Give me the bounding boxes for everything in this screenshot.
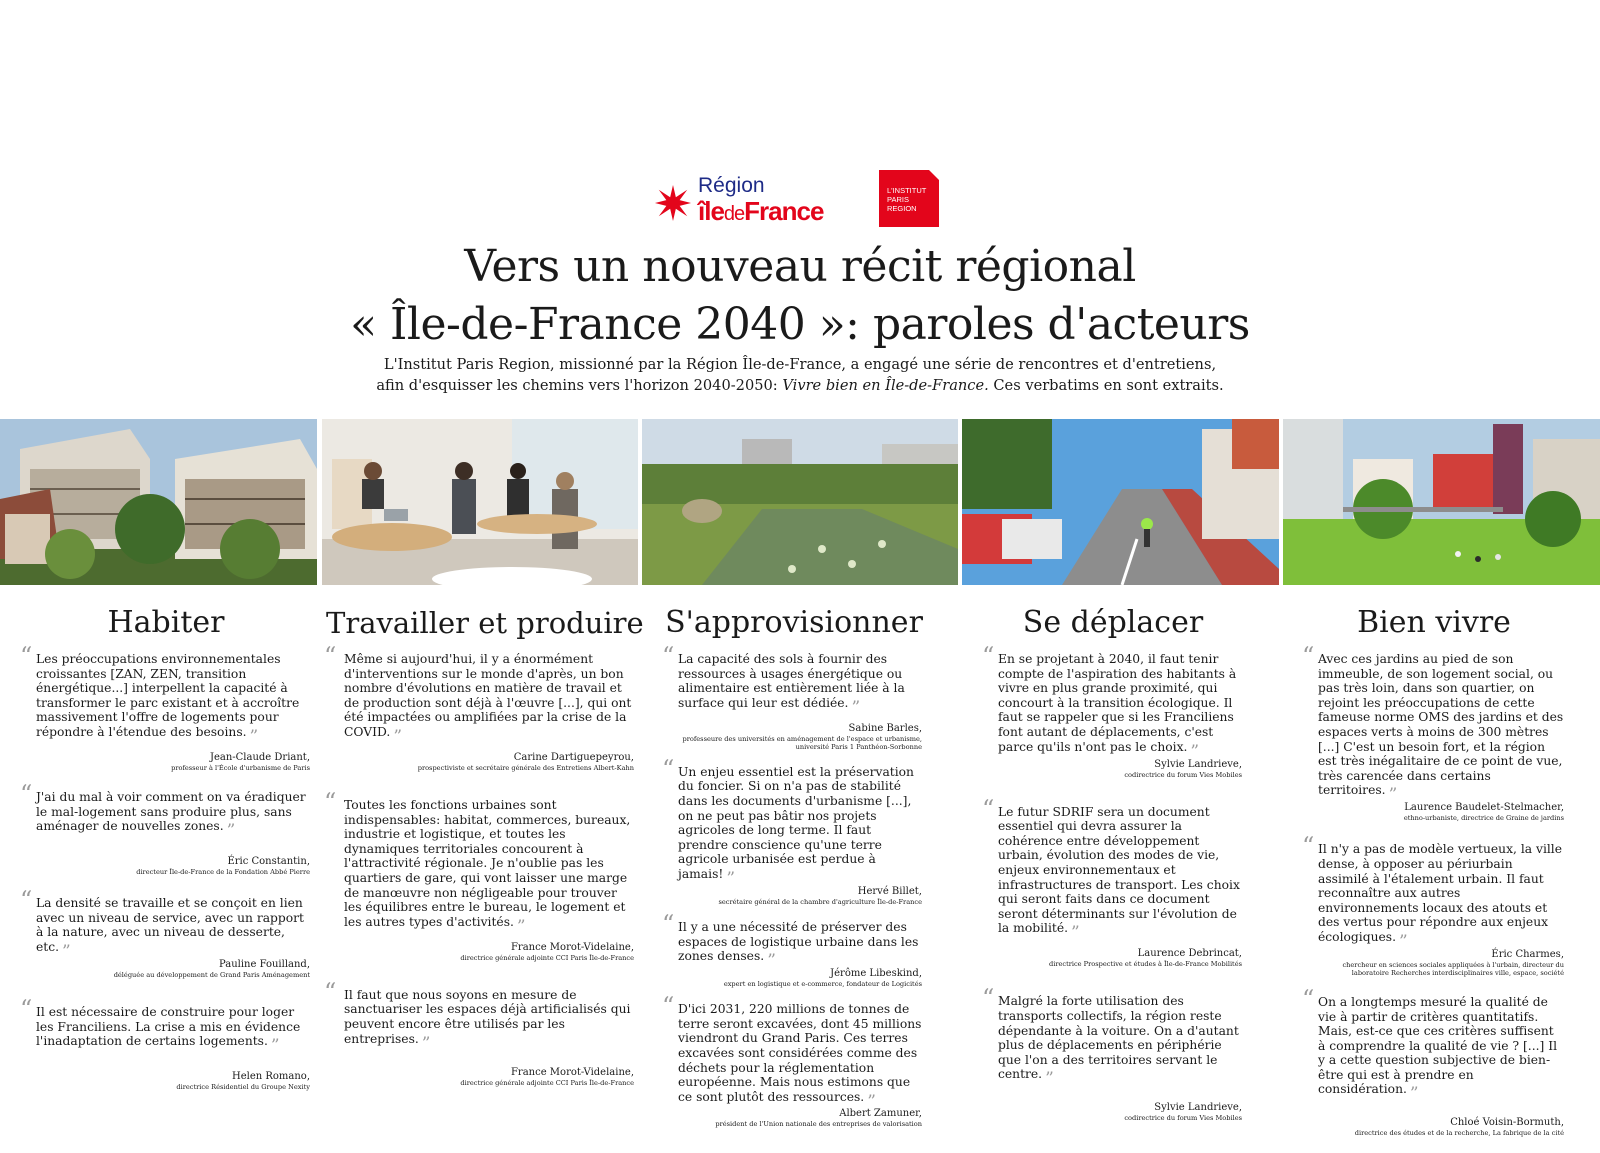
- open-quote-icon: “: [1302, 642, 1315, 670]
- region-logo-de: de: [723, 203, 745, 225]
- quote: [20, 886, 310, 979]
- open-quote-icon: “: [20, 994, 33, 1023]
- quote: [982, 642, 1242, 779]
- quote: [1302, 984, 1564, 1138]
- quote-author: France Morot-Videlaine,: [510, 1066, 634, 1078]
- quote-author: Jean-Claude Driant,: [209, 751, 310, 763]
- quote-author: France Morot-Videlaine,: [510, 941, 634, 953]
- quote-text: Avec ces jardins au pied de son immeuble, de son logement social, ou pas très loin, dans son quartier, on rejoint les préoccupations de cette fameuse norme OMS des jardins et des espaces verts à moins de 300 mètres [...] C'est un besoin fort, et la région est très inégalitaire de ce point de vue, très carencée dans certains territoires.: [1318, 652, 1564, 798]
- quote-author-role: directrice Résidentiel du Groupe Nexity: [176, 1083, 310, 1092]
- column-title: Habiter: [107, 605, 225, 640]
- quote: [324, 642, 634, 772]
- quote-text-wrap: [678, 652, 922, 718]
- photo-housing: [0, 419, 317, 585]
- quote-text-wrap: [998, 994, 1242, 1090]
- quote-author-role: déléguée au développement de Grand Paris Aménagement: [113, 970, 310, 979]
- quote-author-role: ethno-urbaniste, directrice de Graine de jardins: [1403, 814, 1564, 823]
- title-line-2: « Île-de-France 2040 »: paroles d'acteurs: [350, 299, 1250, 350]
- quote-text-wrap: [678, 919, 922, 972]
- quote-text-wrap: [344, 987, 634, 1054]
- open-quote-icon: “: [324, 787, 337, 816]
- open-quote-icon: “: [20, 886, 33, 915]
- close-quote-icon: ”: [393, 726, 403, 747]
- quote-author-role: directrice des études et de la recherche, La fabrique de la cité: [1354, 1129, 1564, 1138]
- quote: [324, 977, 634, 1087]
- housing-illustration: [0, 419, 317, 585]
- quote-text: J'ai du mal à voir comment on va éradiquer le mal-logement sans produire plus, sans aménager de nouvelles zones.: [36, 789, 306, 834]
- quote: [982, 794, 1242, 969]
- quote-text-wrap: [678, 1002, 922, 1112]
- close-quote-icon: ”: [867, 1091, 876, 1112]
- quote-text: La densité se travaille et se conçoit en lien avec un niveau de service, avec un rapport à la nature, avec un niveau de desserte, etc.: [36, 896, 304, 954]
- quote-text: Il n'y a pas de modèle vertueux, la ville dense, à opposer au périurbain assimilé à l'étalement urbain. Il faut reconnaître aux autres environnements locaux des atouts et des vertus pour répondre aux enjeux écologiques.: [1318, 842, 1563, 944]
- quote-author-role: président de l'Union nationale des entreprises de valorisation: [715, 1119, 922, 1128]
- quote-author-role: directrice Prospective et études à Île-de-France Mobilités: [1049, 960, 1242, 969]
- region-logo-text-bottom: [698, 196, 823, 227]
- close-quote-icon: ”: [1388, 785, 1398, 806]
- quote-author: Sylvie Landrieve,: [1154, 758, 1242, 770]
- quote-text: Un enjeu essentiel est la préservation du foncier. Si on n'a pas de stabilité dans les documents d'urbanisme [...], on ne peut pas bâtir nos projets agricoles de long terme. Il faut prendre conscience qu'une terre agricole urbanisée est perdue à jamais!: [678, 764, 914, 881]
- close-quote-icon: ”: [1190, 741, 1200, 762]
- open-quote-icon: “: [20, 642, 33, 670]
- quote-author: Carine Dartiguepeyrou,: [513, 751, 634, 763]
- close-quote-icon: ”: [1399, 931, 1408, 952]
- quote-author-role: directeur Île-de-France de la Fondation Abbé Pierre: [136, 868, 310, 877]
- quote-text: Il faut que nous soyons en mesure de sanctuariser les espaces déjà artificialisés qui peuvent encore être utilisés par les entreprises.: [344, 987, 631, 1046]
- title-line-1: Vers un nouveau récit régional: [464, 241, 1136, 292]
- column-title: S'approvisionner: [665, 605, 923, 640]
- quote-author-role: prospectiviste et secrétaire générale des Entretiens Albert-Kahn: [417, 763, 634, 772]
- photo-street-bike: [962, 419, 1279, 585]
- close-quote-icon: ”: [516, 916, 526, 937]
- quote: [1302, 832, 1564, 977]
- quote: [20, 779, 310, 877]
- quote-author: Chloé Voisin-Bormuth,: [1450, 1117, 1564, 1129]
- quote: [982, 984, 1242, 1123]
- column-habiter: [22, 600, 310, 1107]
- quote-author-role: professeure des universités en aménagement de l'espace et urbanisme, université Paris 1 Panthéon-Sorbonne: [682, 734, 922, 751]
- quote-author: Laurence Baudelet-Stelmacher,: [1404, 802, 1564, 814]
- quote-text: Le futur SDRIF sera un document essentiel qui devra assurer la cohérence entre développement urbain, évolution des modes de vie, enjeux environnementaux et infrastructures de transport. Les choix qui seront faits dans ce document seront déterminants sur l'évolution de la mobilité.: [998, 804, 1240, 936]
- quote-text-wrap: [36, 652, 310, 747]
- quote-author-role: directrice générale adjointe CCI Paris Île-de-France: [460, 1078, 634, 1087]
- institut-paris-region-logo: [879, 170, 939, 227]
- quote-author: Hervé Billet,: [857, 885, 922, 897]
- quote-text: Même si aujourd'hui, il y a énormément d'interventions sur le monde d'après, un bon nombre d'évolutions en matière de travail et de production sont déjà à l'œuvre [...], qui ont été impactées ou amplifiées par la crise de la COVID.: [344, 652, 632, 739]
- open-quote-icon: “: [1302, 832, 1315, 861]
- subtitle-line-1: L'Institut Paris Region, missionné par la Région Île-de-France, a engagé une série de rencontres et d'entretiens,: [383, 356, 1217, 373]
- quote-text: D'ici 2031, 220 millions de tonnes de terre seront excavées, dont 45 millions viendront du Grand Paris. Ces terres excavées sont considérées comme des déchets pour la réglementation européenne. Mais nous estimons que ce sont plutôt des ressources.: [678, 1002, 922, 1104]
- open-quote-icon: “: [662, 754, 675, 783]
- close-quote-icon: ”: [270, 1036, 280, 1057]
- quote-text-wrap: [998, 652, 1242, 762]
- photo-urban-wetland: [642, 419, 958, 585]
- quote-text-wrap: [36, 789, 310, 842]
- close-quote-icon: ”: [1071, 923, 1080, 944]
- close-quote-icon: ”: [421, 1033, 431, 1054]
- close-quote-icon: ”: [226, 821, 236, 842]
- column-s-approvisionner: [664, 600, 922, 1144]
- subtitle-text: afin d'esquisser les chemins vers l'horizon 2040-2050:: [376, 377, 778, 394]
- column-bien-vivre: [1304, 600, 1564, 1153]
- quote-text-wrap: [678, 764, 922, 889]
- quote-text-wrap: [36, 896, 310, 962]
- subtitle-emphasis: Vivre bien en Île-de-France.: [782, 377, 989, 394]
- close-quote-icon: ”: [767, 951, 776, 972]
- column-title: Se déplacer: [1022, 605, 1204, 640]
- quote: [20, 994, 310, 1092]
- coworking-illustration: [322, 419, 638, 585]
- quote-author: Éric Constantin,: [227, 856, 310, 868]
- quote-author-role: professeur à l'École d'urbanisme de Paris: [171, 763, 310, 772]
- quote-text-wrap: [1318, 994, 1564, 1105]
- quote-text-wrap: [998, 804, 1242, 944]
- close-quote-icon: ”: [1045, 1069, 1054, 1090]
- quote-author: Sabine Barles,: [848, 722, 922, 734]
- region-ile-de-france-logo: [654, 174, 854, 226]
- quote: [662, 909, 922, 989]
- quote-author: Sylvie Landrieve,: [1154, 1102, 1242, 1114]
- quote: [662, 992, 922, 1128]
- photo-coworking: [322, 419, 638, 585]
- open-quote-icon: “: [982, 984, 995, 1013]
- page-subtitle: [0, 354, 1600, 396]
- subtitle-text: Ces verbatims en sont extraits.: [993, 377, 1224, 394]
- open-quote-icon: “: [20, 779, 33, 808]
- ipr-logo-line: PARIS: [887, 195, 909, 204]
- ipr-logo-line: L'INSTITUT: [887, 186, 927, 195]
- street-illustration: [962, 419, 1279, 585]
- quote-author: Helen Romano,: [231, 1071, 310, 1083]
- column-travailler-et-produire: [324, 600, 644, 1103]
- region-logo-france: France: [744, 196, 824, 226]
- quote-text-wrap: [36, 1004, 310, 1057]
- quote-author: Pauline Fouilland,: [218, 958, 310, 970]
- quote-text: Toutes les fonctions urbaines sont indispensables: habitat, commerces, bureaux, industrie et logistique, et toutes les dynamiques territoriales concourent à l'attractivité régionale. Je n'oublie pas les quartiers de gare, qui vont laisser une marge de manœuvre non négligeable pour trouver les équilibres entre le bureau, le logement et les autres types d'activités.: [344, 797, 631, 929]
- photo-park: [1283, 419, 1600, 585]
- quote: [324, 787, 634, 962]
- open-quote-icon: “: [324, 642, 337, 670]
- park-illustration: [1283, 419, 1600, 585]
- quote-author-role: codirectrice du forum Vies Mobiles: [1124, 1114, 1242, 1123]
- quote-author-role: secrétaire général de la chambre d'agriculture Île-de-France: [718, 897, 922, 906]
- quote-text-wrap: [1318, 842, 1564, 952]
- open-quote-icon: “: [982, 642, 995, 670]
- close-quote-icon: ”: [249, 726, 259, 747]
- quote: [662, 754, 922, 906]
- quote-author: Albert Zamuner,: [839, 1107, 922, 1119]
- region-logo-text-top: Région: [698, 174, 765, 197]
- quote-author-role: codirectrice du forum Vies Mobiles: [1124, 770, 1242, 779]
- subtitle-line-2: [0, 375, 1600, 396]
- quote-author: Laurence Debrincat,: [1137, 948, 1242, 960]
- star-icon: [654, 184, 692, 222]
- quote-text: La capacité des sols à fournir des ressources à usages énergétique ou alimentaire est entièrement liée à la surface qui leur est dédiée.: [678, 652, 905, 710]
- quote-text: Malgré la forte utilisation des transports collectifs, la région reste dépendante à la voiture. On a d'autant plus de déplacements en périphérie que l'on a des territoires servant le centre.: [998, 994, 1239, 1082]
- quote-text: En se projetant à 2040, il faut tenir compte de l'aspiration des habitants à vivre en plus grande proximité, qui concourt à la transition écologique. Il faut se rappeler que si les Franciliens font autant de déplacements, c'est parce qu'ils n'ont pas le choix.: [998, 652, 1237, 754]
- page-title: [0, 238, 1600, 354]
- wetland-illustration: [642, 419, 958, 585]
- column-title: Travailler et produire: [326, 606, 644, 640]
- close-quote-icon: ”: [851, 697, 861, 718]
- quote-author: Jérôme Libeskind,: [830, 968, 922, 980]
- close-quote-icon: ”: [726, 868, 736, 889]
- quote: [20, 642, 310, 772]
- open-quote-icon: “: [1302, 984, 1315, 1013]
- quote-text-wrap: [1318, 652, 1564, 806]
- quote-author: Éric Charmes,: [1491, 948, 1564, 960]
- quote-author-role: directrice générale adjointe CCI Paris Île-de-France: [460, 953, 634, 962]
- region-logo-ile: île: [698, 196, 724, 226]
- open-quote-icon: “: [982, 794, 995, 823]
- close-quote-icon: ”: [1409, 1084, 1419, 1105]
- open-quote-icon: “: [324, 977, 337, 1006]
- column-title: Bien vivre: [1357, 605, 1511, 640]
- quote-text: Il est nécessaire de construire pour loger les Franciliens. La crise a mis en évidence l'inadaptation de certains logements.: [36, 1004, 301, 1049]
- column-se-deplacer: [984, 600, 1242, 1138]
- ipr-logo-line: REGION: [887, 204, 917, 213]
- quote-text-wrap: [344, 797, 634, 937]
- logos-bar: [0, 170, 1600, 230]
- quote-author-role: expert en logistique et e-commerce, fondateur de Logicités: [723, 980, 922, 989]
- quote-text: Les préoccupations environnementales croissantes [ZAN, ZEN, transition énergétique...] interpellent la capacité à transformer le parc existant et à accroître massivement l'offre de logements pour répondre à l'étendue des besoins.: [36, 652, 300, 739]
- open-quote-icon: “: [662, 642, 675, 670]
- close-quote-icon: ”: [62, 941, 71, 962]
- quote: [662, 642, 922, 751]
- quote-text: On a longtemps mesuré la qualité de vie à partir de critères quantitatifs. Mais, est-ce que ces critères suffisent à comprendre la qualité de vie ? [...] Il y a cette question subjective de bien-être qui est à prendre en considération.: [1318, 994, 1558, 1097]
- quote: [1302, 642, 1564, 823]
- quote-text: Il y a une nécessité de préserver des espaces de logistique urbaine dans les zones denses.: [678, 919, 919, 964]
- quote-author-role: chercheur en sciences sociales appliquées à l'urbain, directeur du laboratoire Recherches interdisciplinaires ville, espace, société: [1342, 960, 1564, 977]
- open-quote-icon: “: [662, 909, 675, 938]
- quote-text-wrap: [344, 652, 634, 747]
- logo-corner: [929, 170, 939, 180]
- open-quote-icon: “: [662, 992, 675, 1021]
